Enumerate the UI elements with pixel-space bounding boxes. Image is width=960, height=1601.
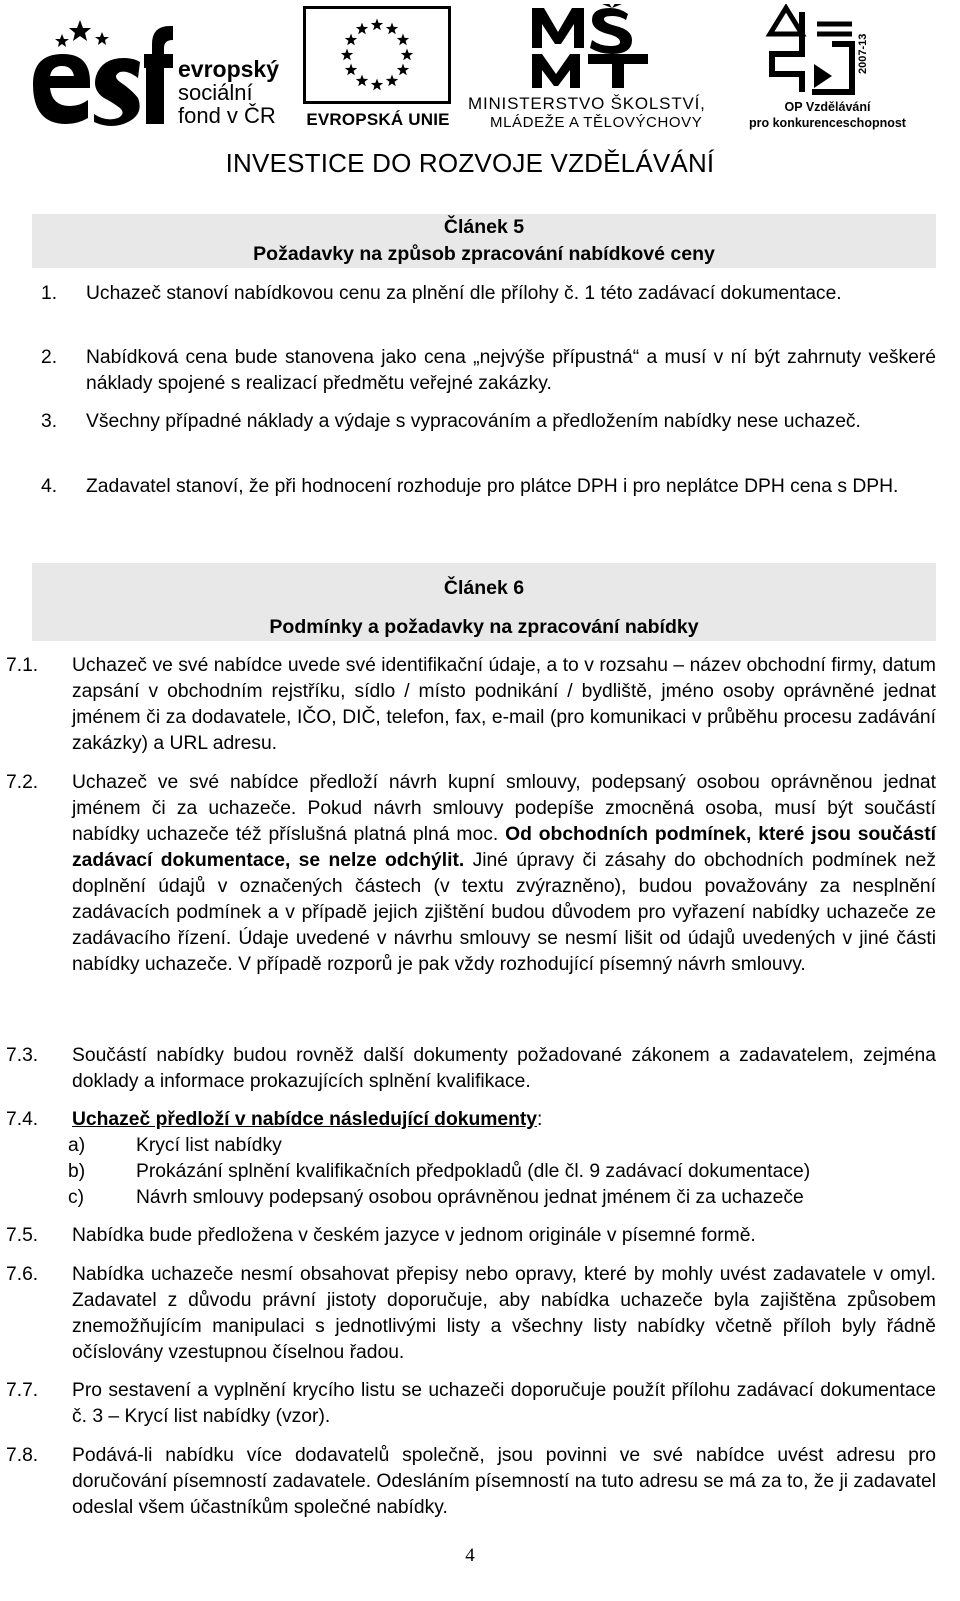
p74-item-b-text: Prokázání splnění kvalifikačních předpokladů (dle čl. 9 zadávací dokumentace) <box>136 1161 811 1182</box>
eu-stars-icon <box>303 6 451 104</box>
p72-text-b: Jiné úpravy či zásahy do obchodních podmínek než doplnění údajů v označených částech (v textu zvýrazněno), budou považovány za nesplnění zadávacích podmínek a v případě jejich zjištění budou důvodem pro vyřazení nabídky uchazeče ze zadávacího řízení. Údaje uvedené v návrhu smlouvy se nesmí lišit od údajů uvedených v jiné části nabídky uchazeče. V případě rozporů je pak vždy rozhodující písemný návrh smlouvy. <box>72 850 936 975</box>
eu-star-icon <box>356 23 368 35</box>
p74-number: 7.4. <box>6 1109 39 1130</box>
op-mark-icon <box>762 4 882 99</box>
p74-item-c-letter: c) <box>68 1187 85 1208</box>
p78-number: 7.8. <box>6 1445 39 1466</box>
eu-star-icon <box>386 74 398 86</box>
article5-item4-text: Zadavatel stanoví, že při hodnocení rozhoduje pro plátce DPH i pro neplátce DPH cena s DPH. <box>86 476 899 497</box>
p72-text <box>72 770 936 978</box>
esf-line3: fond v ČR <box>178 103 276 128</box>
logo-strip <box>28 0 940 135</box>
p72-text-bold: Od obchodních podmínek, které jsou součástí zadávací dokumentace, se nelze odchýlit. <box>72 824 936 871</box>
p76-number: 7.6. <box>6 1264 39 1285</box>
p74-item-a-text: Krycí list nabídky <box>136 1135 282 1156</box>
p71-text: Uchazeč ve své nabídce uvede své identifikační údaje, a to v rozsahu – název obchodní firmy, datum zapsání v obchodním rejstříku, sídlo / místo podnikání / bydliště, jméno osoby oprávněné jednat jménem či za dodavatele, IČO, DIČ, telefon, fax, e-mail (pro komunikaci v průběhu procesu zadávání zakázky) a URL adresu. <box>72 655 936 754</box>
article5-item1-text: Uchazeč stanoví nabídkovou cenu za plnění dle přílohy č. 1 této zadávací dokumentace. <box>86 283 842 304</box>
p76-text: Nabídka uchazeče nesmí obsahovat přepisy nebo opravy, které by mohly uvést zadavatele v omyl. Zadavatel z důvodu právní jistoty doporučuje, aby nabídka uchazeče byla zajištěna způsobem znemožňujícím manipulaci s jednotlivými listy a všechny listy nabídky včetně příloh byly řádně očíslovány vzestupnou číselnou řadou. <box>72 1264 936 1363</box>
p75-text: Nabídka bude předložena v českém jazyce v jednom originále v písemné formě. <box>72 1225 756 1246</box>
article5-item4-number: 4. <box>41 476 58 497</box>
eu-star-icon <box>345 64 357 76</box>
article5-item1-number: 1. <box>41 283 58 304</box>
eu-star-icon <box>371 79 383 91</box>
p74-item-b-letter: b) <box>68 1161 86 1182</box>
article5-subtitle: Požadavky na způsob zpracování nabídkové ceny <box>253 243 715 265</box>
p73-number: 7.3. <box>6 1045 39 1066</box>
op-line2: pro konkurenceschopnost <box>749 116 906 130</box>
article6-subtitle: Podmínky a požadavky na zpracování nabídky <box>269 616 699 638</box>
p71-number: 7.1. <box>6 655 39 676</box>
op-line1: OP Vzdělávání <box>784 100 871 114</box>
article5-item2-number: 2. <box>41 347 58 368</box>
eu-star-icon <box>371 19 383 31</box>
esf-logo <box>28 14 293 132</box>
p77-number: 7.7. <box>6 1380 39 1401</box>
eu-star-icon <box>356 74 368 86</box>
p72-text-a: Uchazeč ve své nabídce předloží návrh kupní smlouvy, podepsaný osobou oprávněnou jednat jménem či za uchazeče. Pokud návrh smlouvy podepíše zmocněná osoba, musí být součástí nabídky uchazeče též příslušná platná plná moc. <box>72 772 936 845</box>
eu-star-icon <box>386 23 398 35</box>
p74-lead <box>72 1107 936 1133</box>
article5-title: Článek 5 <box>443 216 525 238</box>
p75-number: 7.5. <box>6 1225 39 1246</box>
p74-lead-colon: : <box>537 1109 543 1130</box>
p73-text: Součástí nabídky budou rovněž další dokumenty požadované zákonem a zadavatelem, zejména doklady a informace prokazujících splnění kvalifikace. <box>72 1045 936 1092</box>
op-logo <box>740 4 915 132</box>
eu-star-icon <box>401 49 413 61</box>
p77-text: Pro sestavení a vyplnění krycího listu se uchazeči doporučuje použít přílohu zadávací dokumentace č. 3 – Krycí list nabídky (vzor). <box>72 1380 936 1427</box>
msmt-mark-icon <box>528 4 658 92</box>
p74-item-a-letter: a) <box>68 1135 86 1156</box>
article5-item2-text: Nabídková cena bude stanovena jako cena „nejvýše přípustná“ a musí v ní být zahrnuty veškeré náklady spojené s realizací předmětu veřejné zakázky. <box>86 347 936 394</box>
msmt-line2: MLÁDEŽE A TĚLOVÝCHOVY <box>490 114 703 131</box>
page-number: 4 <box>465 1545 475 1566</box>
op-side-label: 2007-13 <box>857 33 869 74</box>
eu-star-icon <box>397 64 409 76</box>
eu-logo <box>303 6 453 132</box>
eu-label: EVROPSKÁ UNIE <box>306 110 450 129</box>
eu-star-icon <box>345 34 357 46</box>
p78-text: Podává-li nabídku více dodavatelů společně, jsou povinni ve své nabídce uvést adresu pro doručování písemností zadavatele. Odesláním písemností na tuto adresu se má za to, že ji zadavatel odeslal všem účastníkům společné nabídky. <box>72 1445 936 1518</box>
p72-number: 7.2. <box>6 772 39 793</box>
article5-item3-text: Všechny případné náklady a výdaje s vypracováním a předložením nabídky nese uchazeč. <box>86 411 861 432</box>
esf-mark-icon <box>28 14 173 126</box>
msmt-logo <box>468 4 733 132</box>
article6-title: Článek 6 <box>443 577 525 599</box>
esf-line2: sociální <box>178 80 253 105</box>
p74-item-c-text: Návrh smlouvy podepsaný osobou oprávněnou jednat jménem či za uchazeče <box>136 1187 804 1208</box>
eu-star-icon <box>341 49 353 61</box>
p74-lead-text: Uchazeč předloží v nabídce následující dokumenty <box>72 1109 538 1130</box>
article5-item3-number: 3. <box>41 411 58 432</box>
esf-wordmark <box>178 58 279 127</box>
esf-line1: evropský <box>178 56 280 82</box>
eu-star-icon <box>397 34 409 46</box>
tagline: INVESTICE DO ROZVOJE VZDĚLÁVÁNÍ <box>225 148 715 178</box>
msmt-line1: MINISTERSTVO ŠKOLSTVÍ, <box>468 94 706 113</box>
